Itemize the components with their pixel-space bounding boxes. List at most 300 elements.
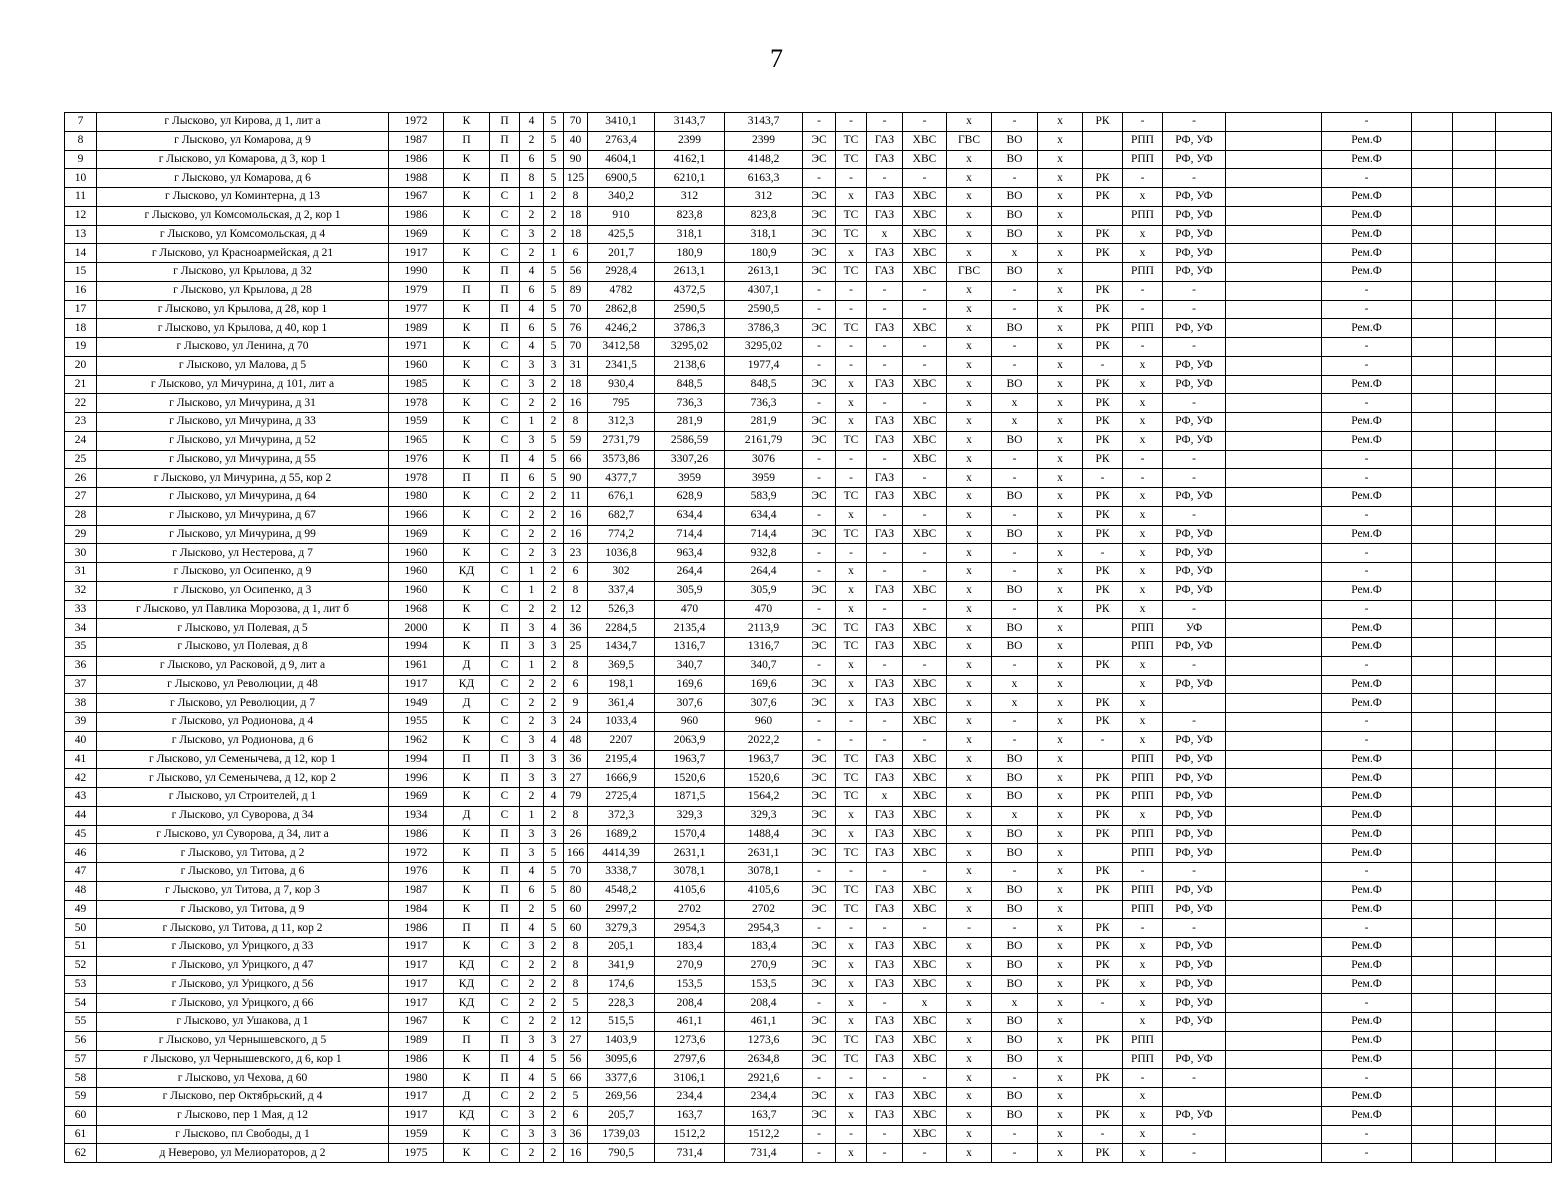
table-cell: Рем.Ф xyxy=(1322,525,1412,544)
table-row xyxy=(65,1125,1552,1144)
table-cell xyxy=(1496,488,1552,507)
table-cell: г Лысково, ул Урицкого, д 47 xyxy=(97,956,389,975)
table-cell: 2135,4 xyxy=(655,619,725,638)
table-cell: - xyxy=(803,450,836,469)
table-cell: ВО xyxy=(992,975,1038,994)
table-cell xyxy=(1226,863,1322,882)
table-cell xyxy=(1412,975,1453,994)
table-cell: ЭС xyxy=(803,431,836,450)
table-cell: 1976 xyxy=(389,863,444,882)
table-cell: Рем.Ф xyxy=(1322,638,1412,657)
table-cell: К xyxy=(444,1125,490,1144)
table-cell: x xyxy=(1038,169,1083,188)
table-cell: 163,7 xyxy=(655,1106,725,1125)
table-cell: - xyxy=(903,506,947,525)
table-cell: 19 xyxy=(65,338,97,357)
table-cell: 23 xyxy=(65,413,97,432)
table-cell: г Лысково, ул Коминтерна, д 13 xyxy=(97,188,389,207)
table-cell: 340,7 xyxy=(725,656,803,675)
table-cell: С xyxy=(490,656,520,675)
table-cell: 5 xyxy=(544,900,564,919)
table-cell: - xyxy=(867,713,903,732)
table-cell: 634,4 xyxy=(725,506,803,525)
table-cell: 14 xyxy=(65,244,97,263)
table-cell: ХВС xyxy=(903,1050,947,1069)
table-cell: Рем.Ф xyxy=(1322,1106,1412,1125)
table-cell xyxy=(1412,600,1453,619)
table-cell: - xyxy=(1163,469,1226,488)
table-cell: ВО xyxy=(992,825,1038,844)
table-cell: 6 xyxy=(520,281,544,300)
table-cell: x xyxy=(836,506,867,525)
table-cell: 340,7 xyxy=(655,656,725,675)
table-cell: РФ, УФ xyxy=(1163,769,1226,788)
table-cell: - xyxy=(1322,713,1412,732)
table-cell: К xyxy=(444,113,490,132)
table-cell: 4307,1 xyxy=(725,281,803,300)
table-cell: ХВС xyxy=(903,413,947,432)
table-cell: С xyxy=(490,525,520,544)
table-cell: 1977 xyxy=(389,300,444,319)
table-cell: 5 xyxy=(544,881,564,900)
table-cell xyxy=(1226,113,1322,132)
table-cell: РФ, УФ xyxy=(1163,994,1226,1013)
table-cell: x xyxy=(836,600,867,619)
table-cell: 1403,9 xyxy=(588,1031,655,1050)
table-cell: г Лысково, ул Титова, д 6 xyxy=(97,863,389,882)
table-cell: x xyxy=(1038,900,1083,919)
table-cell: - xyxy=(903,656,947,675)
table-cell: 1316,7 xyxy=(655,638,725,657)
table-cell xyxy=(1412,394,1453,413)
table-cell: С xyxy=(490,225,520,244)
table-cell: ЭС xyxy=(803,750,836,769)
table-cell: 736,3 xyxy=(655,394,725,413)
table-cell: ТС xyxy=(836,525,867,544)
table-cell: - xyxy=(1083,1125,1123,1144)
table-cell: - xyxy=(1163,169,1226,188)
table-cell: К xyxy=(444,581,490,600)
table-cell: К xyxy=(444,788,490,807)
table-cell xyxy=(1412,956,1453,975)
table-cell: 1989 xyxy=(389,1031,444,1050)
table-cell: 3078,1 xyxy=(725,863,803,882)
table-cell: ГВС xyxy=(947,263,992,282)
table-cell: ВО xyxy=(992,1106,1038,1125)
table-cell xyxy=(1226,656,1322,675)
table-cell xyxy=(1226,206,1322,225)
table-cell: РФ, УФ xyxy=(1163,956,1226,975)
table-cell: 2113,9 xyxy=(725,619,803,638)
table-cell xyxy=(1226,394,1322,413)
table-cell: 153,5 xyxy=(655,975,725,994)
table-cell: 27 xyxy=(564,769,588,788)
table-cell: 1978 xyxy=(389,469,444,488)
table-cell: 52 xyxy=(65,956,97,975)
table-cell: К xyxy=(444,900,490,919)
table-cell: 12 xyxy=(65,206,97,225)
table-cell xyxy=(1226,1069,1322,1088)
table-cell: 3307,26 xyxy=(655,450,725,469)
table-cell: x xyxy=(1038,750,1083,769)
table-cell: 2 xyxy=(544,994,564,1013)
table-cell: 3 xyxy=(520,225,544,244)
table-cell: 16 xyxy=(564,394,588,413)
table-cell: x xyxy=(947,656,992,675)
table-cell: - xyxy=(992,863,1038,882)
table-cell: x xyxy=(1038,675,1083,694)
table-cell: 2195,4 xyxy=(588,750,655,769)
table-cell: С xyxy=(490,731,520,750)
table-cell: П xyxy=(490,150,520,169)
table-cell: x xyxy=(1038,788,1083,807)
table-cell: РК xyxy=(1083,281,1123,300)
table-cell: - xyxy=(803,506,836,525)
table-cell xyxy=(1496,356,1552,375)
table-cell: - xyxy=(1123,469,1163,488)
table-cell: ВО xyxy=(992,525,1038,544)
table-cell: - xyxy=(803,469,836,488)
table-row xyxy=(65,375,1552,394)
table-row xyxy=(65,619,1552,638)
table-cell: ХВС xyxy=(903,225,947,244)
table-cell xyxy=(1083,675,1123,694)
table-cell: - xyxy=(836,731,867,750)
table-cell: x xyxy=(1123,413,1163,432)
table-cell: г Лысково, ул Революции, д 48 xyxy=(97,675,389,694)
table-cell: x xyxy=(947,581,992,600)
table-cell: - xyxy=(1163,300,1226,319)
table-row xyxy=(65,675,1552,694)
table-cell: 1987 xyxy=(389,881,444,900)
table-cell: ХВС xyxy=(903,750,947,769)
table-cell: 51 xyxy=(65,938,97,957)
table-cell xyxy=(1226,431,1322,450)
table-cell: РФ, УФ xyxy=(1163,356,1226,375)
table-cell: г Лысково, ул Расковой, д 9, лит а xyxy=(97,656,389,675)
table-cell: г Лысково, ул Кирова, д 1, лит а xyxy=(97,113,389,132)
table-cell: 1987 xyxy=(389,131,444,150)
table-cell: РФ, УФ xyxy=(1163,1013,1226,1032)
table-cell xyxy=(1226,544,1322,563)
table-cell: x xyxy=(947,994,992,1013)
table-row xyxy=(65,731,1552,750)
table-cell: 6 xyxy=(564,1106,588,1125)
table-cell: ТС xyxy=(836,225,867,244)
table-cell xyxy=(1412,806,1453,825)
table-cell: - xyxy=(867,338,903,357)
table-cell: С xyxy=(490,1013,520,1032)
table-cell xyxy=(1496,731,1552,750)
table-cell: П xyxy=(444,469,490,488)
table-cell: Рем.Ф xyxy=(1322,675,1412,694)
table-cell: г Лысково, ул Родионова, д 4 xyxy=(97,713,389,732)
table-cell: ТС xyxy=(836,881,867,900)
table-cell: - xyxy=(803,1125,836,1144)
table-cell: РФ, УФ xyxy=(1163,150,1226,169)
table-cell xyxy=(1412,525,1453,544)
table-cell: ЭС xyxy=(803,769,836,788)
table-cell: ГАЗ xyxy=(867,469,903,488)
table-cell xyxy=(1412,1125,1453,1144)
table-cell: 2 xyxy=(520,600,544,619)
table-cell: x xyxy=(947,1050,992,1069)
table-cell: ЭС xyxy=(803,788,836,807)
table-cell: 3 xyxy=(520,731,544,750)
table-cell: - xyxy=(867,994,903,1013)
table-cell: - xyxy=(903,394,947,413)
table-cell: Д xyxy=(444,656,490,675)
table-cell: 5 xyxy=(544,150,564,169)
table-cell: 4 xyxy=(520,113,544,132)
table-cell xyxy=(1496,375,1552,394)
table-cell: 281,9 xyxy=(655,413,725,432)
table-cell: 1917 xyxy=(389,956,444,975)
table-cell: РФ, УФ xyxy=(1163,975,1226,994)
table-cell: x xyxy=(1123,581,1163,600)
table-cell: - xyxy=(803,713,836,732)
table-cell: - xyxy=(803,338,836,357)
table-cell: ХВС xyxy=(903,1125,947,1144)
table-cell: 3078,1 xyxy=(655,863,725,882)
table-cell: ВО xyxy=(992,1050,1038,1069)
table-cell: x xyxy=(947,713,992,732)
table-cell xyxy=(1453,600,1496,619)
table-cell: 62 xyxy=(65,1144,97,1163)
table-cell: x xyxy=(1038,1013,1083,1032)
table-cell: x xyxy=(1123,431,1163,450)
table-cell: РФ, УФ xyxy=(1163,881,1226,900)
table-cell: П xyxy=(490,881,520,900)
table-cell: 4604,1 xyxy=(588,150,655,169)
table-cell: П xyxy=(490,844,520,863)
table-cell xyxy=(1226,769,1322,788)
table-cell: 3 xyxy=(520,1125,544,1144)
table-cell: г Лысково, ул Суворова, д 34 xyxy=(97,806,389,825)
table-row xyxy=(65,188,1552,207)
table-cell: x xyxy=(947,1069,992,1088)
table-cell xyxy=(1083,263,1123,282)
table-cell: 3106,1 xyxy=(655,1069,725,1088)
table-cell: - xyxy=(992,600,1038,619)
table-cell: 66 xyxy=(564,1069,588,1088)
table-cell xyxy=(1453,469,1496,488)
table-cell: x xyxy=(1038,1106,1083,1125)
table-cell: ВО xyxy=(992,638,1038,657)
table-cell xyxy=(1412,900,1453,919)
table-cell: 1960 xyxy=(389,581,444,600)
table-cell: - xyxy=(867,394,903,413)
table-row xyxy=(65,131,1552,150)
table-cell: 318,1 xyxy=(725,225,803,244)
table-cell: 8 xyxy=(564,656,588,675)
table-cell: 2 xyxy=(544,206,564,225)
table-cell: 234,4 xyxy=(655,1088,725,1107)
table-cell: 180,9 xyxy=(725,244,803,263)
table-cell: x xyxy=(1038,338,1083,357)
table-cell: ТС xyxy=(836,844,867,863)
table-cell xyxy=(1453,1050,1496,1069)
table-cell: 3295,02 xyxy=(655,338,725,357)
table-cell: 3338,7 xyxy=(588,863,655,882)
table-cell: - xyxy=(1163,1125,1226,1144)
table-cell: - xyxy=(1322,919,1412,938)
table-cell: г Лысково, пер Октябрьский, д 4 xyxy=(97,1088,389,1107)
table-cell: - xyxy=(803,863,836,882)
table-cell: 1969 xyxy=(389,788,444,807)
table-cell xyxy=(1453,956,1496,975)
table-cell: - xyxy=(1322,1069,1412,1088)
table-cell: x xyxy=(1038,281,1083,300)
table-cell: ЭС xyxy=(803,188,836,207)
table-cell xyxy=(1453,731,1496,750)
table-cell: К xyxy=(444,544,490,563)
table-cell: - xyxy=(867,169,903,188)
table-cell: 2 xyxy=(520,1088,544,1107)
table-cell: 208,4 xyxy=(725,994,803,1013)
table-cell: ВО xyxy=(992,319,1038,338)
table-cell: ХВС xyxy=(903,581,947,600)
table-cell: x xyxy=(836,994,867,1013)
table-cell: 4 xyxy=(520,300,544,319)
table-cell: 1976 xyxy=(389,450,444,469)
table-cell: ЭС xyxy=(803,694,836,713)
table-cell: Рем.Ф xyxy=(1322,844,1412,863)
table-cell: 2586,59 xyxy=(655,431,725,450)
table-cell: ХВС xyxy=(903,806,947,825)
table-cell: г Лысково, ул Семенычева, д 12, кор 2 xyxy=(97,769,389,788)
table-cell xyxy=(1453,825,1496,844)
table-cell xyxy=(1412,488,1453,507)
table-cell: 1520,6 xyxy=(655,769,725,788)
table-cell: 49 xyxy=(65,900,97,919)
table-cell: - xyxy=(1123,169,1163,188)
table-cell: Рем.Ф xyxy=(1322,319,1412,338)
table-cell xyxy=(1226,844,1322,863)
table-cell: Рем.Ф xyxy=(1322,1013,1412,1032)
table-cell: 228,3 xyxy=(588,994,655,1013)
table-cell: - xyxy=(803,919,836,938)
table-cell: 774,2 xyxy=(588,525,655,544)
table-cell: - xyxy=(903,600,947,619)
table-cell: 36 xyxy=(65,656,97,675)
table-cell: 10 xyxy=(65,169,97,188)
table-cell: 795 xyxy=(588,394,655,413)
table-cell: 1967 xyxy=(389,1013,444,1032)
table-cell xyxy=(1453,544,1496,563)
table-cell: - xyxy=(1123,338,1163,357)
table-cell: 1990 xyxy=(389,263,444,282)
table-cell: - xyxy=(867,731,903,750)
table-cell: - xyxy=(836,300,867,319)
table-cell xyxy=(1496,769,1552,788)
table-cell: 1963,7 xyxy=(725,750,803,769)
table-cell: x xyxy=(1123,1013,1163,1032)
table-cell: К xyxy=(444,169,490,188)
table-cell: x xyxy=(1038,731,1083,750)
table-cell xyxy=(1453,338,1496,357)
table-cell: РК xyxy=(1083,338,1123,357)
table-cell: 16 xyxy=(65,281,97,300)
table-cell: РФ, УФ xyxy=(1163,263,1226,282)
table-cell: - xyxy=(992,1144,1038,1163)
table-cell: К xyxy=(444,1144,490,1163)
table-cell xyxy=(1412,1031,1453,1050)
table-cell: x xyxy=(992,675,1038,694)
table-cell xyxy=(1412,206,1453,225)
table-cell: 3412,58 xyxy=(588,338,655,357)
table-cell: К xyxy=(444,356,490,375)
table-row xyxy=(65,656,1552,675)
table-cell: 1273,6 xyxy=(655,1031,725,1050)
table-cell: 8 xyxy=(564,581,588,600)
table-cell xyxy=(1412,188,1453,207)
table-cell: 42 xyxy=(65,769,97,788)
table-cell: К xyxy=(444,525,490,544)
table-cell: - xyxy=(1322,656,1412,675)
table-cell: - xyxy=(992,563,1038,582)
table-cell: г Лысково, пер 1 Мая, д 12 xyxy=(97,1106,389,1125)
table-cell: П xyxy=(490,619,520,638)
table-cell: x xyxy=(1038,825,1083,844)
table-cell: С xyxy=(490,488,520,507)
table-cell: 526,3 xyxy=(588,600,655,619)
table-cell xyxy=(1453,1125,1496,1144)
table-cell xyxy=(1496,863,1552,882)
table-cell: 8 xyxy=(564,938,588,957)
table-cell: С xyxy=(490,188,520,207)
table-cell xyxy=(1453,1013,1496,1032)
table-cell: ЭС xyxy=(803,1088,836,1107)
table-row xyxy=(65,300,1552,319)
table-cell xyxy=(1083,206,1123,225)
table-cell: - xyxy=(803,356,836,375)
table-cell xyxy=(1496,450,1552,469)
table-cell: x xyxy=(947,1144,992,1163)
table-row xyxy=(65,281,1552,300)
table-cell: x xyxy=(1038,225,1083,244)
table-cell: КД xyxy=(444,563,490,582)
table-cell xyxy=(1226,975,1322,994)
table-cell xyxy=(1496,281,1552,300)
table-cell: 3786,3 xyxy=(655,319,725,338)
table-cell: г Лысково, ул Осипенко, д 9 xyxy=(97,563,389,582)
table-cell: ТС xyxy=(836,769,867,788)
table-cell: 461,1 xyxy=(655,1013,725,1032)
table-cell: 22 xyxy=(65,394,97,413)
table-cell: РК xyxy=(1083,788,1123,807)
table-cell: ВО xyxy=(992,225,1038,244)
table-cell: x xyxy=(1123,488,1163,507)
table-cell: - xyxy=(836,1069,867,1088)
table-cell: г Лысково, ул Павлика Морозова, д 1, лит б xyxy=(97,600,389,619)
table-cell: ВО xyxy=(992,750,1038,769)
table-cell: x xyxy=(1038,188,1083,207)
table-cell: П xyxy=(444,1031,490,1050)
table-cell: РК xyxy=(1083,188,1123,207)
table-cell: 56 xyxy=(65,1031,97,1050)
table-cell xyxy=(1412,863,1453,882)
table-cell: x xyxy=(1123,806,1163,825)
table-cell: x xyxy=(992,806,1038,825)
table-cell xyxy=(1496,919,1552,938)
table-cell: 2 xyxy=(520,956,544,975)
table-cell: 6 xyxy=(520,319,544,338)
table-cell: x xyxy=(836,956,867,975)
table-cell: 5 xyxy=(544,300,564,319)
table-cell xyxy=(1453,244,1496,263)
table-cell: РК xyxy=(1083,863,1123,882)
